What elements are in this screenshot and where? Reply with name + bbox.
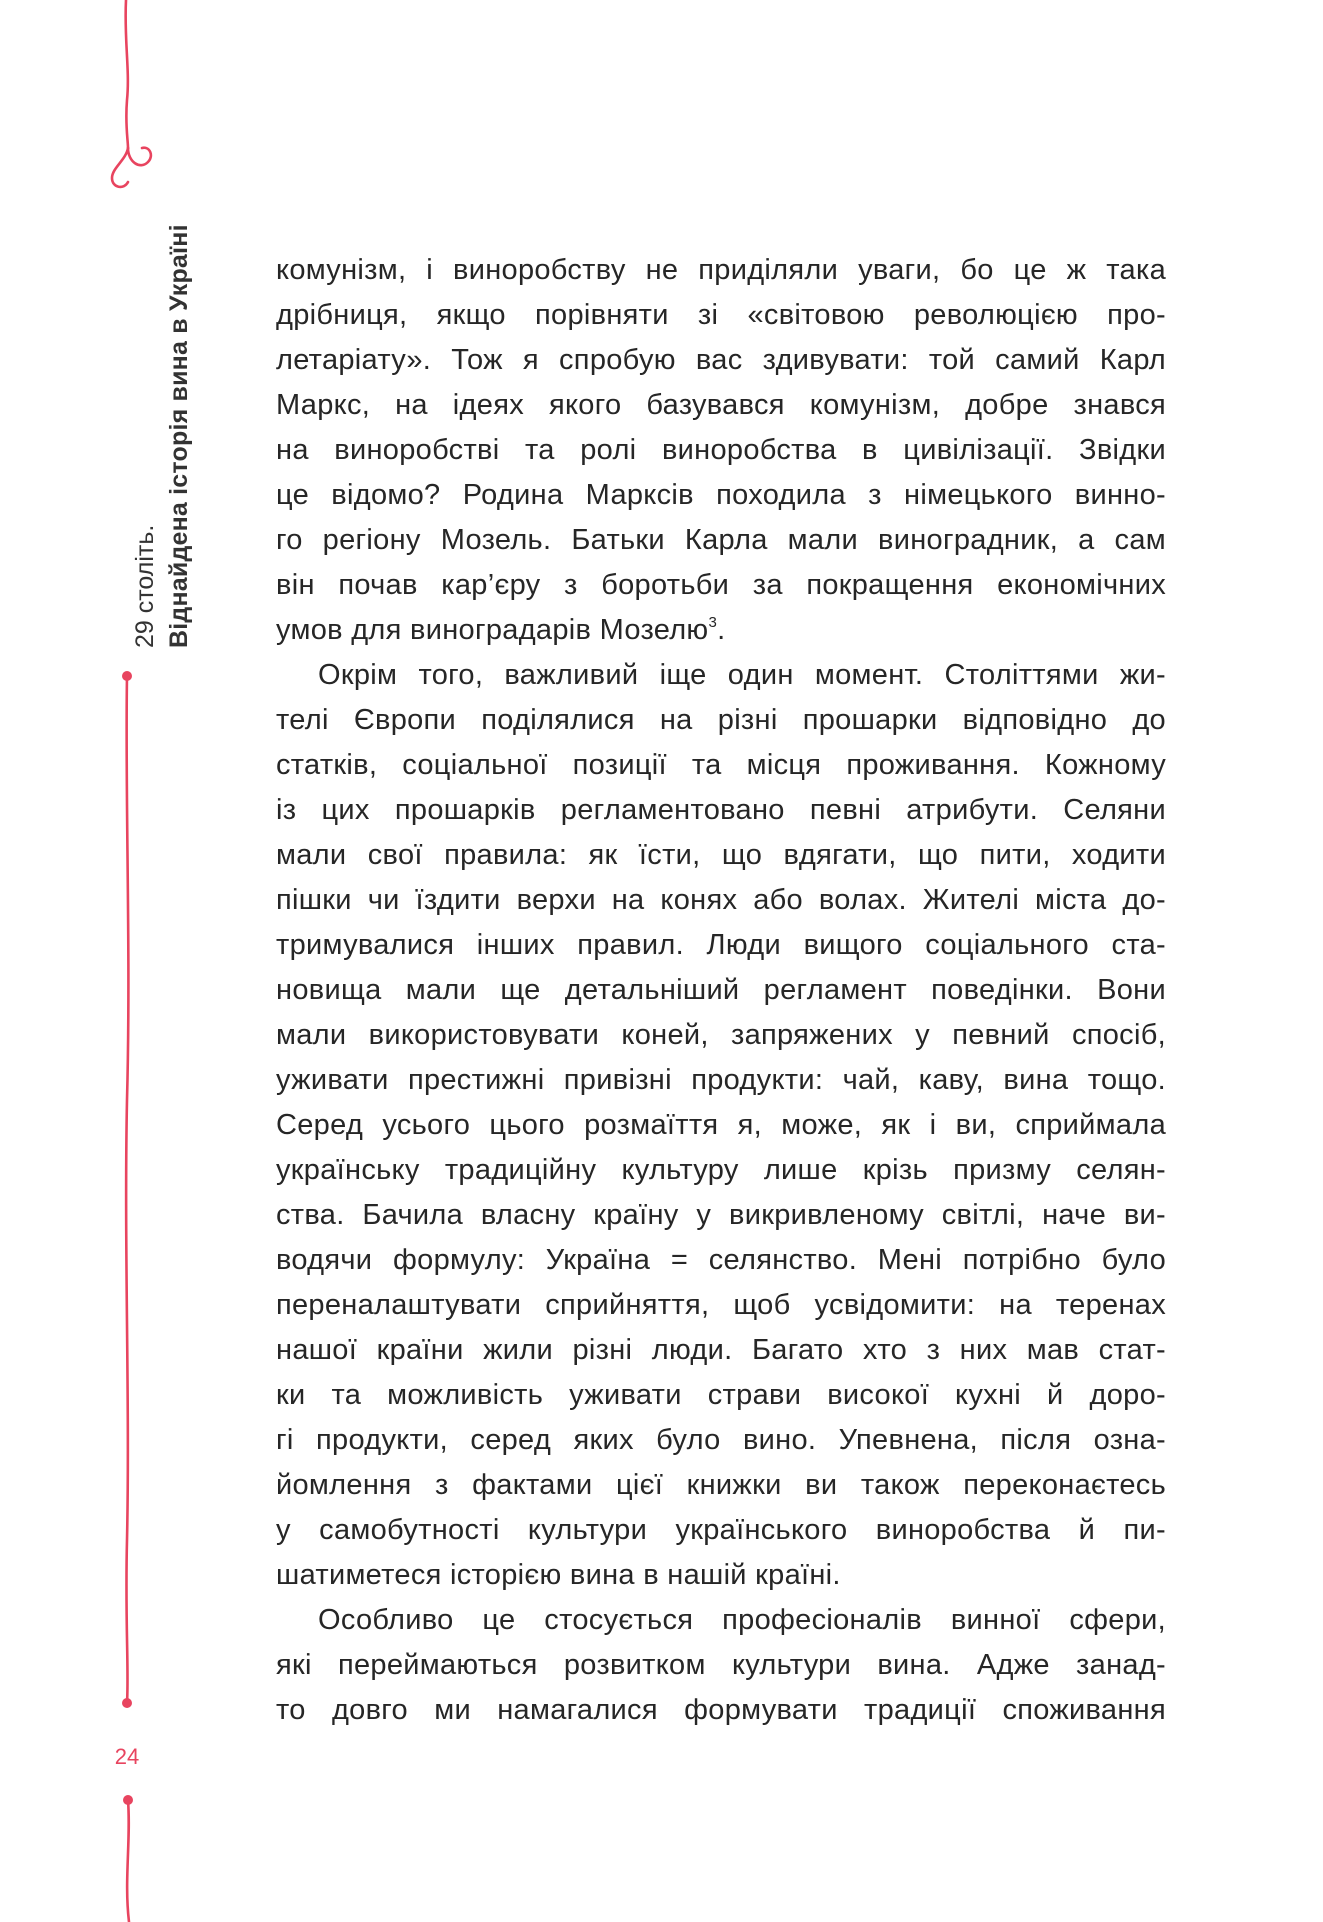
text-line: у самобутності культури українського виноробства й пи- — [276, 1514, 1166, 1546]
text-line: новища мали ще детальніший регламент поведінки. Вони — [276, 974, 1166, 1006]
text-line: статків, соціальної позиції та місця проживання. Кожному — [276, 749, 1166, 781]
vine-bead — [123, 1795, 133, 1805]
text-line: летаріату». Тож я спробую вас здивувати: той самий Карл — [276, 344, 1166, 376]
text-line — [276, 1553, 1166, 1598]
text-line: ки та можливість уживати страви високої кухні й доро- — [276, 1379, 1166, 1411]
running-head — [128, 48, 196, 648]
text-line: із цих прошарків регламентовано певні атрибути. Селяни — [276, 794, 1166, 826]
running-head-line-2: Віднайдена історія вина в Україні — [165, 224, 193, 648]
text-line: комунізм, і виноробству не приділяли уваги, бо це ж така — [276, 254, 1166, 286]
text-line: то довго ми намагалися формувати традиції споживання — [276, 1694, 1166, 1726]
body-text — [276, 248, 1166, 1733]
text-line: це відомо? Родина Марксів походила з німецького винно- — [276, 479, 1166, 511]
running-head-line-1: 29 століть. — [131, 524, 159, 648]
text-line — [276, 608, 1166, 653]
page-number: 24 — [114, 1744, 140, 1769]
text-line: які переймаються розвитком культури вина. Адже занад- — [276, 1649, 1166, 1681]
text-line-end: . — [717, 614, 726, 646]
text-line: Серед усього цього розмаїття я, може, як і ви, сприймала — [276, 1109, 1166, 1141]
text-line-content: шатиметеся історією вина в нашій країні. — [276, 1559, 841, 1591]
text-line: мали використовувати коней, запряжених у певний спосіб, — [276, 1019, 1166, 1051]
text-line: го регіону Мозель. Батьки Карла мали виноградник, а сам — [276, 524, 1166, 556]
paragraph — [276, 653, 1166, 1598]
text-line: переналаштувати сприйняття, щоб усвідомити: на теренах — [276, 1289, 1166, 1321]
vine-curl-bottom — [112, 148, 128, 187]
text-line: телі Європи поділялися на різні прошарки відповідно до — [276, 704, 1166, 736]
text-line: тримувалися інших правил. Люди вищого соціального ста- — [276, 929, 1166, 961]
text-line: мали свої правила: як їсти, що вдягати, що пити, ходити — [276, 839, 1166, 871]
text-line-content: умов для виноградарів Мозелю — [276, 614, 709, 646]
text-line: гі продукти, серед яких було вино. Упевнена, після озна- — [276, 1424, 1166, 1456]
text-line: Окрім того, важливий іще один момент. Століттями жи- — [318, 659, 1166, 691]
text-line: уживати престижні привізні продукти: чай, каву, вина тощо. — [276, 1064, 1166, 1096]
footnote-reference[interactable]: 3 — [708, 614, 718, 631]
text-line: на виноробстві та ролі виноробства в цивілізації. Звідки — [276, 434, 1166, 466]
text-line: нашої країни жили різні люди. Багато хто з них мав стат- — [276, 1334, 1166, 1366]
vine-line-bottom — [127, 1800, 129, 1922]
text-line: водячи формулу: Україна = селянство. Мені потрібно було — [276, 1244, 1166, 1276]
vine-bead — [122, 671, 132, 681]
text-line: пішки чи їздити верхи на конях або волах. Жителі міста до- — [276, 884, 1166, 916]
text-line: ства. Бачила власну країну у викривленому світлі, наче ви- — [276, 1199, 1166, 1231]
text-line: він почав кар’єру з боротьби за покращення економічних — [276, 569, 1166, 601]
text-line: Маркс, на ідеях якого базувався комунізм, добре знався — [276, 389, 1166, 421]
vine-line-middle — [126, 676, 128, 1703]
text-line: йомлення з фактами цієї книжки ви також переконаєтесь — [276, 1469, 1166, 1501]
vine-bead — [122, 1698, 132, 1708]
paragraph — [276, 1598, 1166, 1733]
text-line: українську традиційну культуру лише крізь призму селян- — [276, 1154, 1166, 1186]
paragraph — [276, 248, 1166, 653]
text-line: дрібниця, якщо порівняти зі «світовою революцією про- — [276, 299, 1166, 331]
text-line: Особливо це стосується професіоналів винної сфери, — [318, 1604, 1166, 1636]
